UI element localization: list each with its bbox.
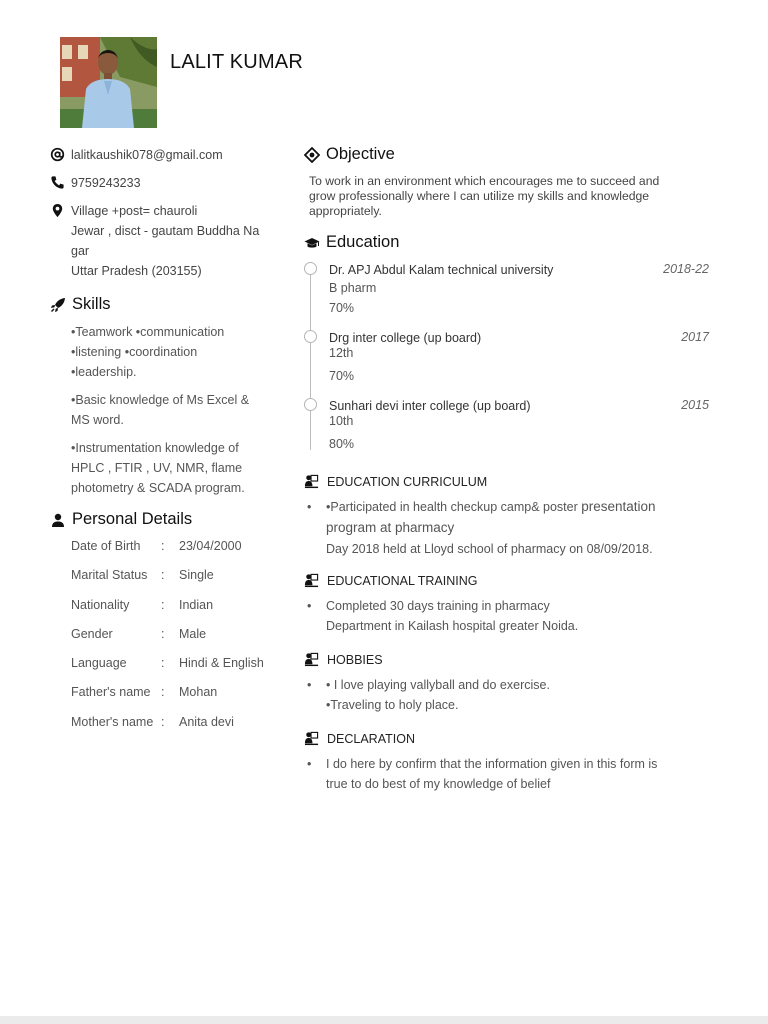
profile-photo [60, 37, 157, 128]
curriculum-line-2: program at pharmacy [326, 520, 455, 535]
candidate-name: LALIT KUMAR [170, 51, 303, 73]
skills-title: Skills [72, 295, 111, 313]
skill-line: •listening •coordination [71, 345, 198, 359]
curriculum-item [304, 497, 714, 559]
pd-row-marital [71, 568, 290, 597]
bullet: • [307, 757, 312, 771]
objective-line: grow professionally where I can utilize my skills and knowledge [309, 189, 650, 203]
objective-heading [304, 145, 714, 164]
training-line: Completed 30 days training in pharmacy [326, 599, 550, 613]
declaration-title: DECLARATION [327, 731, 415, 746]
objective-text [309, 174, 714, 219]
address-line-2: Jewar , disct - gautam Buddha Na [71, 224, 260, 238]
skill-block-office [71, 390, 290, 430]
teacher-icon [304, 573, 319, 588]
pd-row-nationality [71, 598, 290, 627]
declaration-item [304, 754, 714, 794]
pd-value: Male [179, 626, 207, 641]
pd-label: Father's name [71, 685, 151, 700]
skill-block-soft [71, 322, 290, 382]
education-timeline [304, 262, 714, 466]
objective-line: appropriately. [309, 204, 382, 218]
pd-colon: : [161, 685, 165, 700]
declaration-line: I do here by confirm that the information given in this form is [326, 757, 658, 771]
email-text[interactable]: lalitkaushik078@gmail.com [71, 148, 223, 162]
bullet: • [307, 599, 312, 613]
edu-institution: Dr. APJ Abdul Kalam technical university [329, 263, 554, 277]
edu-year: 2018-22 [663, 262, 709, 276]
edu-degree: B pharm [329, 281, 377, 295]
pd-colon: : [161, 656, 165, 671]
pd-label: Marital Status [71, 568, 148, 583]
at-sign-icon [50, 147, 65, 162]
training-item [304, 596, 714, 636]
pd-label: Date of Birth [71, 539, 141, 553]
skill-line: •leadership. [71, 365, 137, 379]
declaration-heading [304, 731, 714, 746]
edu-institution: Sunhari devi inter college (up board) [329, 399, 531, 413]
curriculum-line-3: Day 2018 held at Lloyd school of pharmacy on 08/09/2018. [326, 542, 653, 556]
pd-row-mother [71, 715, 290, 744]
skill-line: MS word. [71, 413, 124, 427]
education-title: Education [326, 233, 400, 251]
skills-heading [50, 295, 290, 314]
address-line-1: Village +post= chauroli [71, 204, 198, 218]
pd-value: 23/04/2000 [179, 539, 242, 553]
hobby-line: • I love playing vallyball and do exercise. [326, 678, 550, 692]
phone-icon [50, 175, 65, 190]
edu-degree: 12th [329, 346, 354, 360]
contact-email [50, 145, 290, 165]
pd-label: Gender [71, 626, 113, 641]
pd-label: Mother's name [71, 714, 154, 729]
address-line-3: gar [71, 244, 90, 258]
graduation-cap-icon [304, 235, 320, 251]
skill-line: photometry & SCADA program. [71, 481, 245, 495]
curriculum-line-1a: •Participated in health checkup camp& poster [326, 500, 582, 514]
pd-row-language [71, 656, 290, 685]
curriculum-line-1b: presentation [581, 499, 656, 514]
timeline-dot [304, 398, 317, 411]
timeline-dot [304, 330, 317, 343]
curriculum-heading [304, 474, 714, 489]
hobbies-heading [304, 652, 714, 667]
pd-value: Anita devi [179, 714, 234, 729]
personal-details-table [71, 539, 290, 744]
bullet: • [307, 500, 312, 514]
timeline-dot [304, 262, 317, 275]
pd-label: Language [71, 656, 127, 671]
declaration-line: true to do best of my knowledge of belief [326, 777, 551, 791]
pd-colon: : [161, 626, 165, 641]
left-column [50, 145, 290, 744]
teacher-icon [304, 474, 319, 489]
edu-degree: 10th [329, 414, 354, 428]
map-pin-icon [50, 203, 65, 218]
edu-score: 70% [329, 301, 355, 315]
bullet: • [307, 678, 312, 692]
contact-address [50, 201, 290, 281]
training-heading [304, 573, 714, 588]
teacher-icon [304, 652, 319, 667]
skill-line: •Instrumentation knowledge of [71, 441, 239, 455]
teacher-icon [304, 731, 319, 746]
edu-institution: Drg inter college (up board) [329, 331, 482, 345]
personal-details-heading [50, 510, 290, 529]
skill-line: •Basic knowledge of Ms Excel & [71, 393, 250, 407]
education-heading [304, 233, 714, 252]
curriculum-title: EDUCATION CURRICULUM [327, 474, 488, 489]
objective-title: Objective [326, 145, 395, 163]
pd-colon: : [161, 539, 165, 553]
pd-value: Mohan [179, 685, 218, 700]
pd-colon: : [161, 568, 165, 583]
edu-year: 2015 [681, 398, 709, 412]
pd-label: Nationality [71, 597, 130, 612]
hobbies-title: HOBBIES [327, 652, 383, 667]
skill-line: •Teamwork •communication [71, 325, 225, 339]
pd-value: Single [179, 568, 214, 583]
hobby-line: •Traveling to holy place. [326, 698, 459, 712]
pd-value: Indian [179, 597, 214, 612]
personal-details-title: Personal Details [72, 510, 193, 528]
edu-score: 80% [329, 437, 355, 451]
edu-year: 2017 [681, 330, 709, 344]
person-icon [50, 512, 66, 528]
skill-block-instrumentation [71, 438, 290, 498]
page-bottom-edge [0, 1016, 768, 1024]
profile-photo-illustration [60, 37, 157, 128]
target-icon [304, 147, 320, 163]
address-line-4: Uttar Pradesh (203155) [71, 264, 202, 278]
skill-line: HPLC , FTIR , UV, NMR, flame [71, 461, 243, 475]
education-item [304, 262, 714, 330]
pd-row-gender [71, 627, 290, 656]
phone-text[interactable]: 9759243233 [71, 176, 141, 190]
pd-row-father [71, 685, 290, 714]
hobbies-item [304, 675, 714, 715]
rocket-icon [50, 297, 66, 313]
pd-colon: : [161, 597, 165, 612]
training-title: EDUCATIONAL TRAINING [327, 573, 478, 588]
pd-row-dob [71, 539, 290, 568]
education-item [304, 398, 714, 466]
pd-value: Hindi & English [179, 656, 264, 671]
training-line: Department in Kailash hospital greater Noida. [326, 619, 579, 633]
objective-line: To work in an environment which encourages me to succeed and [309, 174, 660, 188]
edu-score: 70% [329, 369, 355, 383]
pd-colon: : [161, 714, 165, 729]
right-column [304, 145, 714, 794]
contact-phone [50, 173, 290, 193]
education-item [304, 330, 714, 398]
